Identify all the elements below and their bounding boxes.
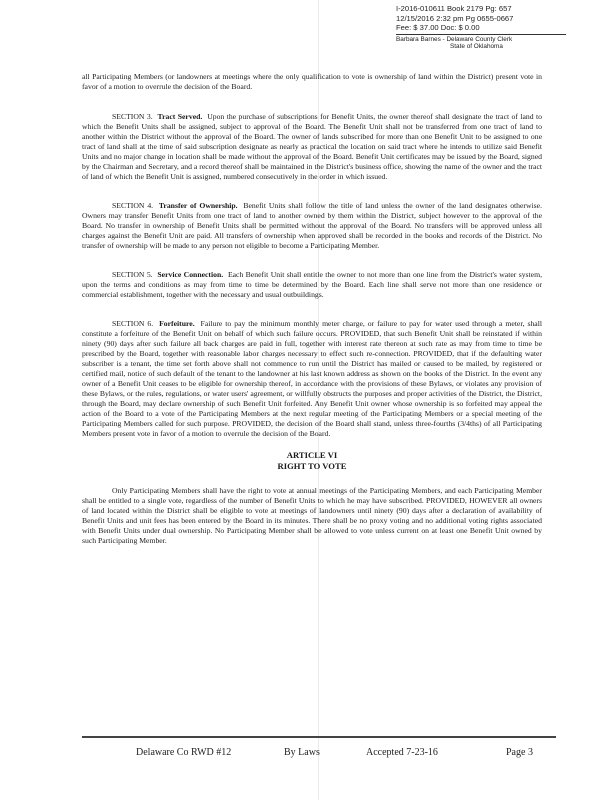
footer-doc-title: By Laws: [284, 747, 320, 758]
section-6-paragraph: [82, 319, 542, 439]
footer-district: Delaware Co RWD #12: [136, 747, 232, 758]
article-title: RIGHT TO VOTE: [277, 461, 347, 471]
stamp-state-line: State of Oklahoma: [450, 43, 503, 51]
section-6-text: Failure to pay the minimum monthly meter charge, or failure to pay for water used through a meter, shall constitute a forfeiture of the Benefit Unit on behalf of which such failure occurs. PROVIDED, that such Benefit Unit shall be reinstated if within ninety (90) days after such failure all back charges are paid in full, together with interest rate thereon at such rate as may from time to time be prescribed by the Board, together with reasonable labor charges necessary to effect such re-connection. PROVIDED, that if the defaulting water subscriber is a tenant, the time set forth above shall not commence to run until the District has mailed or caused to be mailed, by registered or certified mail, notice of such default of the tenant to the landowner at his last known address as shown on the books of the District. In the event any owner of a Benefit Unit ceases to be eligible for ownership thereof, in accordance with the provisions of these Bylaws, or violates any provision of these Bylaws, or the rules, regulations, or water users' agreement, or willfully obstructs the purposes and proper activities of the District, the District, through the Board, may declare ownership of such Benefit Unit forfeited. Any Benefit Unit owner whose ownership is so forfeited may appeal the action of the Board to a vote of the Participating Members at the next regular meeting of the Participating Members or a special meeting of the Participating Members called for such purpose. PROVIDED, the decision of the Board shall stand, unless three-fourths (3/4ths) of all Participating Members present vote in favor of a motion to overrule the decision of the Board.: [82, 319, 542, 438]
section-4-title: Transfer of Ownership.: [158, 201, 238, 210]
stamp-date-line: 12/15/2016 2:32 pm Pg 0655-0667: [396, 13, 514, 23]
stamp-fee-line: Fee: $ 37.00 Doc: $ 0.00: [396, 23, 480, 33]
section-6-label: SECTION 6.: [112, 319, 154, 328]
section-5-text: Each Benefit Unit shall entitle the owner to not more than one line from the District's water system, upon the terms and conditions as may from time to time be determined by the Board. Each line shall serve not more than one residence or commercial establishment, together with the necessary and usual outbuildings.: [82, 270, 542, 299]
section-3-text: Upon the purchase of subscriptions for Benefit Units, the owner thereof shall designate the tract of land to which the Benefit Units shall be assigned, subject to approval of the Board. The Benefit Unit shall not be transferred from one tract of land to another within the District without the approval of the Board. The owner of lands subscribed for more than one Benefit Unit to be assigned to one tract of land shall at the time of said subscription designate as nearly as practical the location on said tract where he intends to utilize said Benefit Units and no major change in location shall be made without the approval of the Board. Benefit Unit certificates may be issued by the Board, signed by the Chairman and Secretary, and a record thereof shall be maintained in the District's business office, showing the name of the owner and the tract of land of which the Benefit Unit is assigned, numbered consecutively in the order in which issued.: [82, 112, 543, 181]
section-5-paragraph: [82, 270, 542, 300]
article-heading: [82, 450, 542, 472]
article-number: ARTICLE VI: [286, 450, 338, 460]
section-4-paragraph: [82, 201, 542, 251]
document-body: [82, 72, 542, 557]
section-5-label: SECTION 5.: [112, 270, 153, 279]
carryover-paragraph: all Participating Members (or landowners at meetings where the only qualification to vote is ownership of land within the District) present vote in favor of a motion to overrule the decision of the Board.: [82, 72, 542, 91]
section-4-text: Benefit Units shall follow the title of land unless the owner of the land designates otherwise. Owners may transfer Benefit Units from one tract of land to another owned by them within the District, subject however to the approval of the Board. No transfer in ownership of Benefit Units shall be permitted without the approval of the Board. No transfers will be approved unless all charges against the Benefit Unit are paid. All transfers of ownership when approved shall be recorded in the books and records of the District. No transfer of ownership will be made to any person not eligible to become a Participating Member.: [82, 201, 542, 250]
section-5-title: Service Connection.: [157, 270, 224, 279]
section-4-label: SECTION 4.: [112, 201, 154, 210]
section-3-paragraph: [82, 112, 542, 182]
footer-accepted-date: Accepted 7-23-16: [366, 747, 438, 758]
stamp-instrument-line: I-2016-010611 Book 2179 Pg: 657: [396, 4, 512, 13]
stamp-divider: [396, 34, 566, 35]
stamp-clerk-line: Barbara Barnes - Delaware County Clerk: [396, 35, 513, 43]
section-6-title: Forfeiture.: [159, 319, 195, 328]
section-3-label: SECTION 3.: [112, 112, 153, 121]
footer-divider: [82, 736, 556, 738]
article-6-paragraph: Only Participating Members shall have the right to vote at annual meetings of the Participating Members, and each Participating Member shall be entitled to a single vote, regardless of the number of Benefit Units to which he may have subscribed. PROVIDED, HOWEVER all owners of land located within the District shall be eligible to vote at meetings of landowners until ninety (90) days after a declaration of availability of Benefit Units and unit fees has been entered by the Board in its minutes. There shall be no proxy voting and no additional voting rights associated with Benefit Units under dual ownership. No Participating Member shall be allowed to vote unless current on at least one Benefit Unit owned by such Participating Member.: [82, 486, 542, 545]
recording-stamp: [396, 4, 596, 51]
footer-page-number: Page 3: [506, 747, 533, 758]
section-3-title: Tract Served.: [157, 112, 203, 121]
